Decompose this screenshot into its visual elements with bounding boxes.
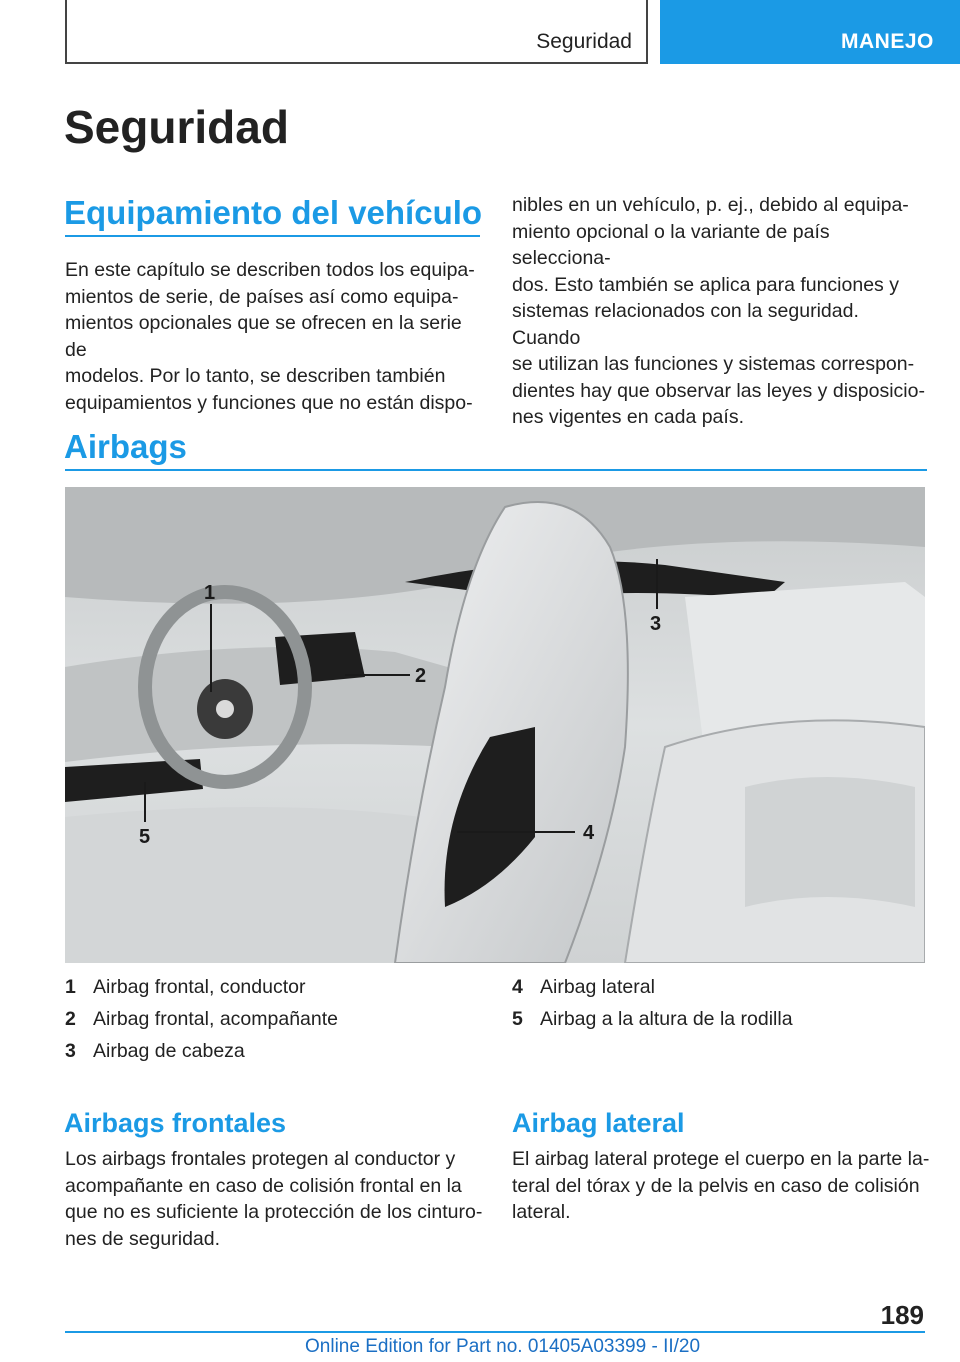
footer-rule <box>65 1331 925 1333</box>
callout-1: 1 <box>204 582 216 604</box>
text-line: miento opcional o la variante de país selecciona- <box>512 220 830 269</box>
text-line: acompañante en caso de colisión frontal en la <box>65 1174 462 1197</box>
equipment-heading: Equipamiento del vehículo <box>64 194 483 231</box>
airbags-heading-rule <box>65 469 927 471</box>
airbags-heading: Airbags <box>64 428 187 465</box>
legend-text: Airbag de cabeza <box>93 1040 245 1062</box>
legend-num: 4 <box>512 976 523 998</box>
legend-item <box>512 1008 793 1031</box>
text-line: Los airbags frontales protegen al conductor y <box>65 1148 456 1170</box>
legend-text: Airbag frontal, acompañante <box>93 1008 338 1030</box>
header-section-label: Seguridad <box>536 30 632 53</box>
text-line: se utilizan las funciones y sistemas correspon- <box>512 353 915 375</box>
lateral-airbag-text <box>512 1146 932 1226</box>
header-section-box <box>65 0 648 64</box>
legend-num: 2 <box>65 1008 76 1030</box>
text-line: En este capítulo se describen todos los equipa- <box>65 259 475 281</box>
callout-4: 4 <box>583 822 595 844</box>
legend-item <box>65 1008 338 1031</box>
text-line: teral del tórax y de la pelvis en caso de colisión <box>512 1174 920 1197</box>
legend-num: 5 <box>512 1008 523 1030</box>
text-line: nes de seguridad. <box>65 1227 221 1250</box>
frontal-airbags-heading: Airbags frontales <box>64 1108 287 1138</box>
text-line: que no es suficiente la protección de los cinturo- <box>65 1201 483 1223</box>
airbag-locations-figure <box>65 487 925 963</box>
text-line: equipamientos y funciones que no están dispo- <box>65 391 473 414</box>
legend-text: Airbag a la altura de la rodilla <box>540 1008 793 1030</box>
equipment-text-col1 <box>65 257 485 416</box>
text-line: dientes hay que observar las leyes y disposicio- <box>512 379 925 402</box>
frontal-airbags-text <box>65 1146 485 1252</box>
legend-text: Airbag lateral <box>540 976 655 998</box>
legend-item <box>65 976 305 999</box>
text-line: modelos. Por lo tanto, se describen también <box>65 365 446 387</box>
callout-5: 5 <box>139 826 151 848</box>
text-line: dos. Esto también se aplica para funciones y <box>512 273 899 296</box>
callout-3: 3 <box>650 613 662 635</box>
header-chapter-label: MANEJO <box>841 30 934 53</box>
page-title: Seguridad <box>64 101 289 153</box>
footer-edition-link[interactable]: Online Edition for Part no. 01405A03399 - II/20 <box>305 1336 701 1357</box>
equipment-text-col2 <box>512 192 932 431</box>
text-line: mientos opcionales que se ofrecen en la serie de <box>65 312 462 361</box>
lateral-airbag-heading: Airbag lateral <box>512 1108 685 1138</box>
text-line: sistemas relacionados con la seguridad. Cuando <box>512 300 859 349</box>
equipment-heading-rule <box>65 235 480 237</box>
legend-num: 3 <box>65 1040 76 1062</box>
legend-item <box>512 976 655 999</box>
page-number: 189 <box>880 1300 924 1330</box>
legend-item <box>65 1040 245 1063</box>
text-line: lateral. <box>512 1201 571 1223</box>
car-interior-illustration <box>65 487 925 963</box>
text-line: nibles en un vehículo, p. ej., debido al equipa- <box>512 194 909 216</box>
legend-text: Airbag frontal, conductor <box>93 976 306 998</box>
callout-2: 2 <box>415 665 427 687</box>
text-line: El airbag lateral protege el cuerpo en la parte la- <box>512 1148 930 1170</box>
text-line: mientos de serie, de países así como equipa- <box>65 285 459 308</box>
legend-num: 1 <box>65 976 76 998</box>
text-line: nes vigentes en cada país. <box>512 406 744 428</box>
header-chapter-tab[interactable] <box>660 0 960 64</box>
